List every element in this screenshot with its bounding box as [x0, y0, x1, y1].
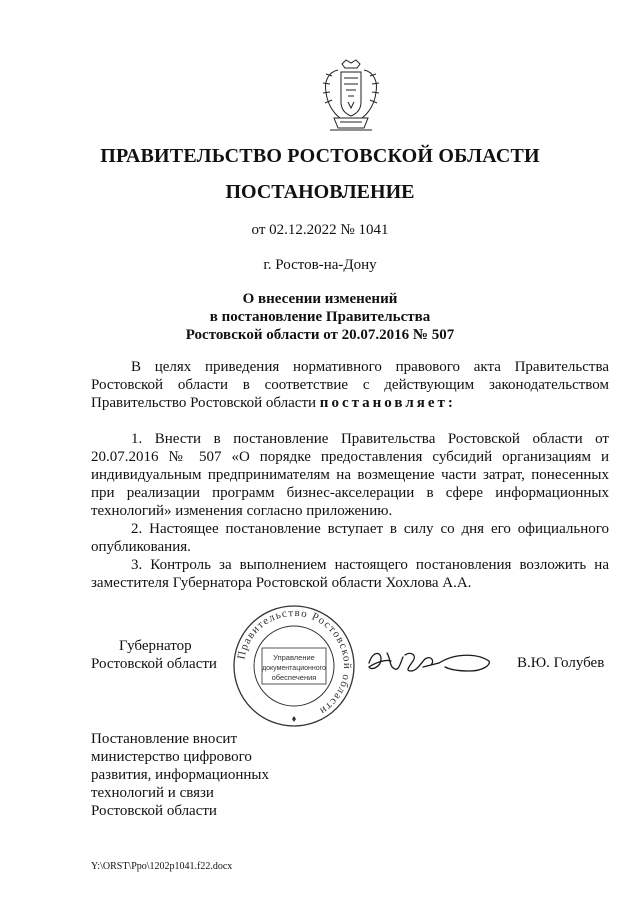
official-seal-icon: [232, 604, 356, 728]
introduced-by-block: [91, 730, 311, 820]
signatory-title-line: Губернатор: [119, 638, 192, 654]
coat-of-arms-icon: [318, 58, 384, 136]
decree-item: 3. Контроль за выполнением настоящего постановления возложить на заместителя Губернатора Ростовской области Хохлова А.А.: [91, 557, 609, 591]
decree-item: 2. Настоящее постановление вступает в силу со дня его официального опубликования.: [91, 521, 609, 555]
subject-line: в постановление Правительства: [209, 309, 431, 325]
government-title: ПРАВИТЕЛЬСТВО РОСТОВСКОЙ ОБЛАСТИ: [100, 145, 540, 167]
introduced-by-line: технологий и связи: [91, 785, 214, 801]
date-and-number: от 02.12.2022 № 1041: [251, 222, 389, 238]
document-type: ПОСТАНОВЛЕНИЕ: [225, 181, 415, 203]
stamp-center-line: обеспечения: [271, 673, 317, 682]
stamp-center-line: документационного: [262, 665, 326, 672]
city: г. Ростов-на-Дону: [263, 257, 377, 273]
preamble-paragraph: [91, 358, 609, 412]
preamble-text: В целях приведения нормативного правового акта Правительства Ростовской области в соответствие с действующим законодательством Правительство Ростовской области: [91, 359, 609, 411]
signatory-title: [91, 637, 217, 673]
svg-text:Правительство Ростовской облас: [235, 607, 353, 717]
introduced-by-line: министерство цифрового: [91, 749, 252, 765]
stamp-center-line: Управление: [273, 653, 315, 662]
decree-items: [91, 430, 609, 592]
document-subject: [0, 290, 640, 344]
introduced-by-line: Постановление вносит: [91, 731, 238, 747]
file-path: Y:\ORST\Ppo\1202p1041.f22.docx: [91, 861, 233, 872]
handwritten-signature-icon: [365, 641, 495, 681]
signatory-title-line: Ростовской области: [91, 656, 217, 672]
subject-line: Ростовской области от 20.07.2016 № 507: [185, 327, 455, 343]
stamp-ring-text: Правительство Ростовской области: [235, 606, 354, 718]
subject-line: О внесении изменений: [242, 291, 398, 307]
decree-word: постановляет:: [319, 395, 456, 411]
introduced-by-line: развития, информационных: [91, 767, 269, 783]
decree-item: 1. Внести в постановление Правительства Ростовской области от 20.07.2016 № 507 «О порядке предоставления субсидий организациям и индивидуальным предпринимателям на возмещение части затрат, понесенных при реализации программ бизнес-акселерации в сфере информационных технологий» изменения согласно приложению.: [91, 431, 609, 519]
introduced-by-line: Ростовской области: [91, 803, 217, 819]
signatory-name: В.Ю. Голубев: [517, 655, 605, 671]
